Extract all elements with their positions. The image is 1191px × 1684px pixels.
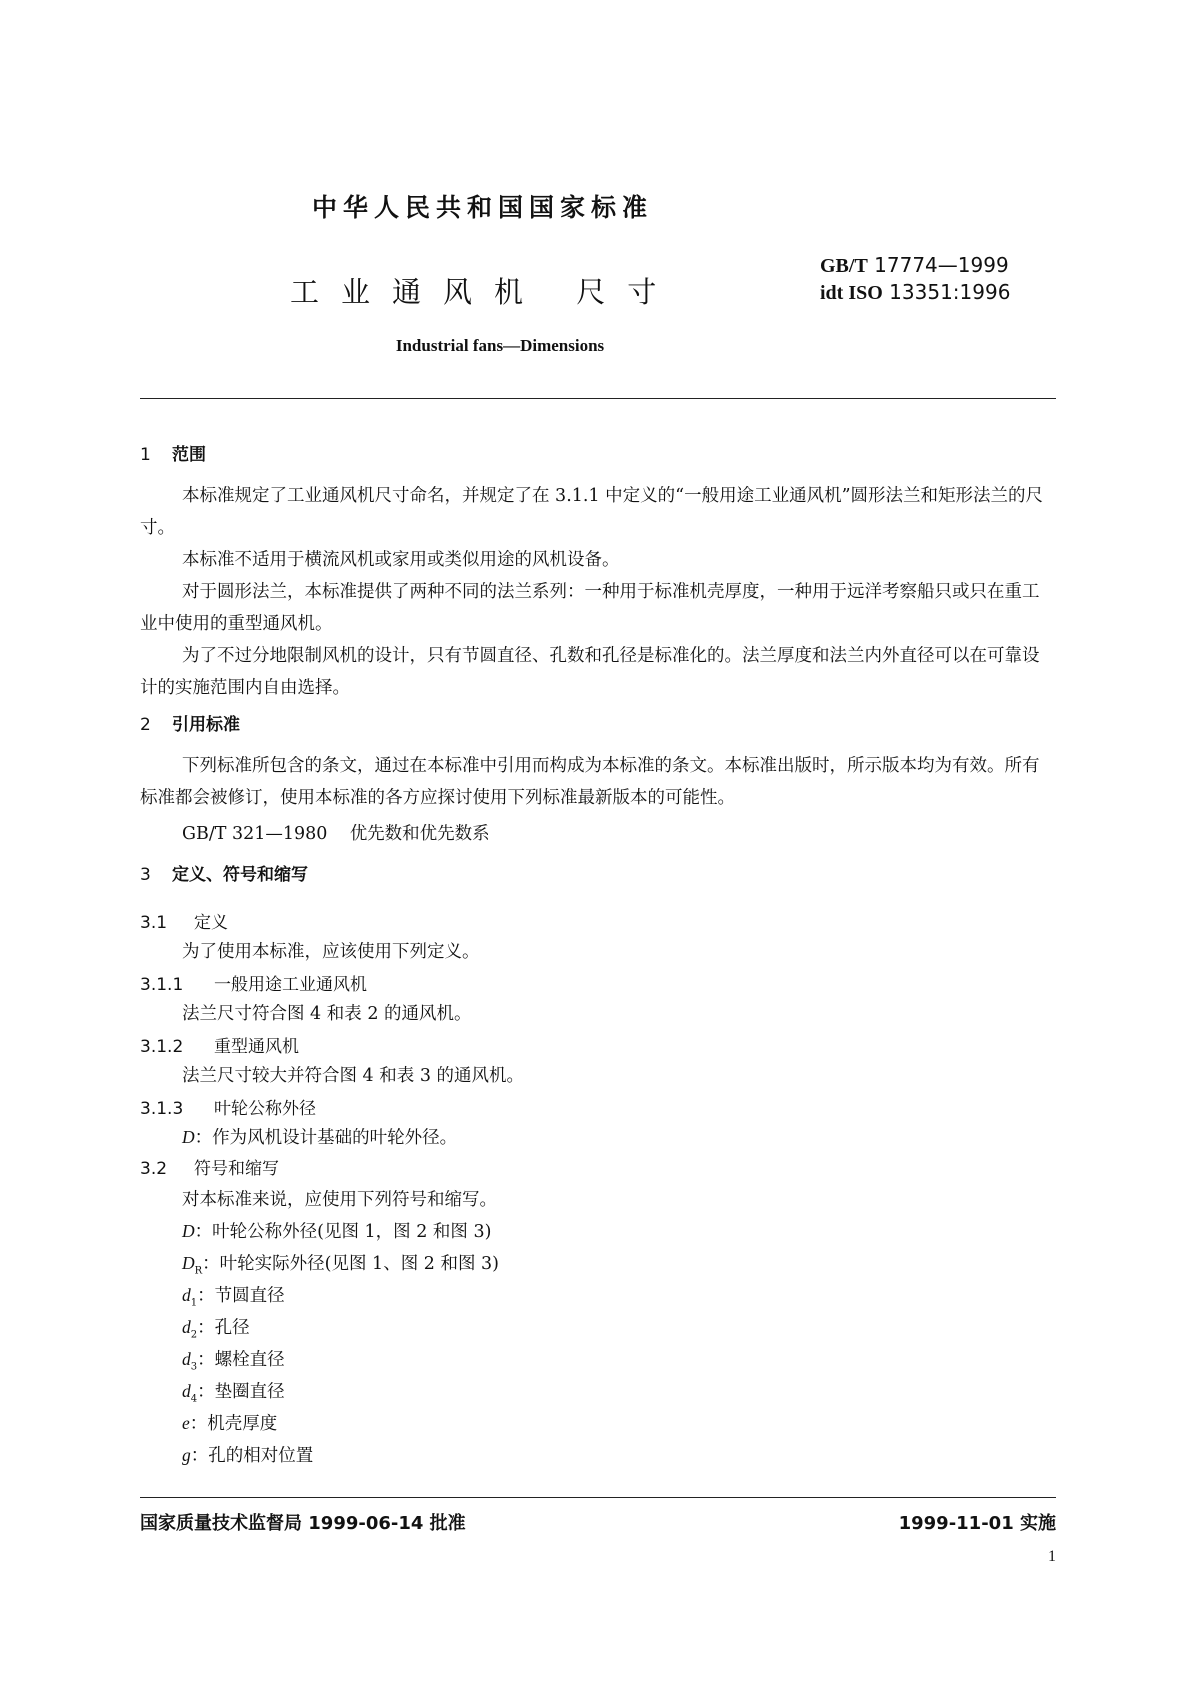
section-title: 引用标准 xyxy=(172,715,240,735)
symbol-subscript: 3 xyxy=(190,1361,198,1373)
standard-prefix: GB/T xyxy=(820,255,868,277)
subsection-3-1-2-heading xyxy=(140,1032,299,1057)
symbol-subscript: R xyxy=(194,1265,203,1277)
idt-line xyxy=(820,279,1010,306)
symbol-item xyxy=(182,1378,285,1405)
symbol: D xyxy=(182,1253,195,1273)
reference-code: GB/T 321—1980 xyxy=(182,824,328,844)
symbol-description: ：孔的相对位置 xyxy=(190,1446,314,1466)
symbol: d xyxy=(182,1317,191,1337)
subsection-3-1-2-text: 法兰尺寸较大并符合图 4 和表 3 的通风机。 xyxy=(182,1066,525,1086)
section-number: 2 xyxy=(140,715,151,735)
document-title-cn: 工业通风机 尺寸 xyxy=(290,275,679,309)
symbol: d xyxy=(182,1381,191,1401)
symbol-item xyxy=(182,1346,285,1373)
subsection-number: 3.1.1 xyxy=(140,975,184,995)
reference-entry xyxy=(182,820,490,845)
symbol-description: ：节圆直径 xyxy=(197,1286,285,1306)
section-title: 定义、符号和缩写 xyxy=(172,865,308,885)
standard-number-line xyxy=(820,252,1010,279)
symbol-subscript: 2 xyxy=(190,1329,198,1341)
symbol: e xyxy=(182,1413,190,1433)
symbol-description: ：作为风机设计基础的叶轮外径。 xyxy=(194,1128,458,1148)
symbol-description: ：孔径 xyxy=(197,1318,250,1338)
symbol-item xyxy=(182,1282,285,1309)
approval-info: 国家质量技术监督局 1999-06-14 批准 xyxy=(140,1513,466,1534)
section-title: 范围 xyxy=(172,445,206,465)
footer-divider xyxy=(140,1497,1056,1498)
reference-title: 优先数和优先数系 xyxy=(349,824,490,844)
section-number: 1 xyxy=(140,445,151,465)
symbol: D xyxy=(182,1127,195,1147)
symbol-item xyxy=(182,1314,250,1341)
section-3-heading xyxy=(140,860,308,885)
section-number: 3 xyxy=(140,865,151,885)
subsection-number: 3.1 xyxy=(140,913,168,933)
standard-number: 17774—1999 xyxy=(874,253,1009,277)
national-standard-title: 中华人民共和国国家标准 xyxy=(312,193,654,222)
symbol-description: ：螺栓直径 xyxy=(197,1350,285,1370)
subsection-number: 3.1.2 xyxy=(140,1037,184,1057)
symbol-item xyxy=(182,1250,499,1277)
subsection-3-1-1-text: 法兰尺寸符合图 4 和表 2 的通风机。 xyxy=(182,1004,472,1024)
subsection-title: 一般用途工业通风机 xyxy=(214,975,367,995)
subsection-title: 叶轮公称外径 xyxy=(214,1099,316,1119)
subsection-title: 重型通风机 xyxy=(214,1037,299,1057)
symbol-description: ：叶轮公称外径(见图 1，图 2 和图 3) xyxy=(194,1222,492,1242)
subsection-3-2-text: 对本标准来说，应使用下列符号和缩写。 xyxy=(182,1190,497,1210)
section-1-paragraph-1: 本标准规定了工业通风机尺寸命名，并规定了在 3.1.1 中定义的“一般用途工业通风机”圆形法兰和矩形法兰的尺寸。 xyxy=(140,486,1044,538)
standard-code xyxy=(820,252,1010,306)
subsection-number: 3.1.3 xyxy=(140,1099,184,1119)
subsection-title: 定义 xyxy=(194,913,228,933)
subsection-3-1-text: 为了使用本标准，应该使用下列定义。 xyxy=(182,942,480,962)
symbol: g xyxy=(182,1445,191,1465)
symbol: d xyxy=(182,1349,191,1369)
section-1-paragraph-4: 为了不过分地限制风机的设计，只有节圆直径、孔数和孔径是标准化的。法兰厚度和法兰内外直径可以在可靠设计的实施范围内自由选择。 xyxy=(140,646,1040,698)
section-1-heading xyxy=(140,440,206,465)
header-divider xyxy=(140,398,1056,399)
subsection-3-2-heading xyxy=(140,1154,279,1179)
implementation-date: 1999-11-01 实施 xyxy=(898,1513,1056,1534)
symbol-description: ：机壳厚度 xyxy=(189,1414,278,1434)
symbol: d xyxy=(182,1285,191,1305)
idt-prefix: idt ISO xyxy=(820,282,883,304)
symbol-item xyxy=(182,1410,277,1437)
symbol: D xyxy=(182,1221,195,1241)
subsection-3-1-1-heading xyxy=(140,970,367,995)
symbol-item xyxy=(182,1218,491,1245)
section-1-paragraph-3: 对于圆形法兰，本标准提供了两种不同的法兰系列：一种用于标准机壳厚度，一种用于远洋考察船只或只在重工业中使用的重型通风机。 xyxy=(140,582,1040,634)
symbol-subscript: 4 xyxy=(190,1393,198,1405)
subsection-title: 符号和缩写 xyxy=(194,1159,279,1179)
page-number: 1 xyxy=(1048,1548,1056,1565)
subsection-3-1-3-heading xyxy=(140,1094,316,1119)
symbol-subscript: 1 xyxy=(190,1297,198,1309)
subsection-number: 3.2 xyxy=(140,1159,168,1179)
section-1-paragraph-2: 本标准不适用于横流风机或家用或类似用途的风机设备。 xyxy=(182,550,620,570)
subsection-3-1-heading xyxy=(140,908,228,933)
idt-number: 13351:1996 xyxy=(889,280,1011,304)
subsection-3-1-3-text xyxy=(182,1124,457,1149)
document-title-en: Industrial fans—Dimensions xyxy=(395,336,605,355)
symbol-description: ：垫圈直径 xyxy=(197,1382,285,1402)
section-2-heading xyxy=(140,710,240,735)
symbol-item xyxy=(182,1442,313,1469)
section-2-paragraph-1: 下列标准所包含的条文，通过在本标准中引用而构成为本标准的条文。本标准出版时，所示版本均为有效。所有标准都会被修订，使用本标准的各方应探讨使用下列标准最新版本的可能性。 xyxy=(140,756,1040,808)
symbol-description: ：叶轮实际外径(见图 1、图 2 和图 3) xyxy=(202,1254,499,1274)
